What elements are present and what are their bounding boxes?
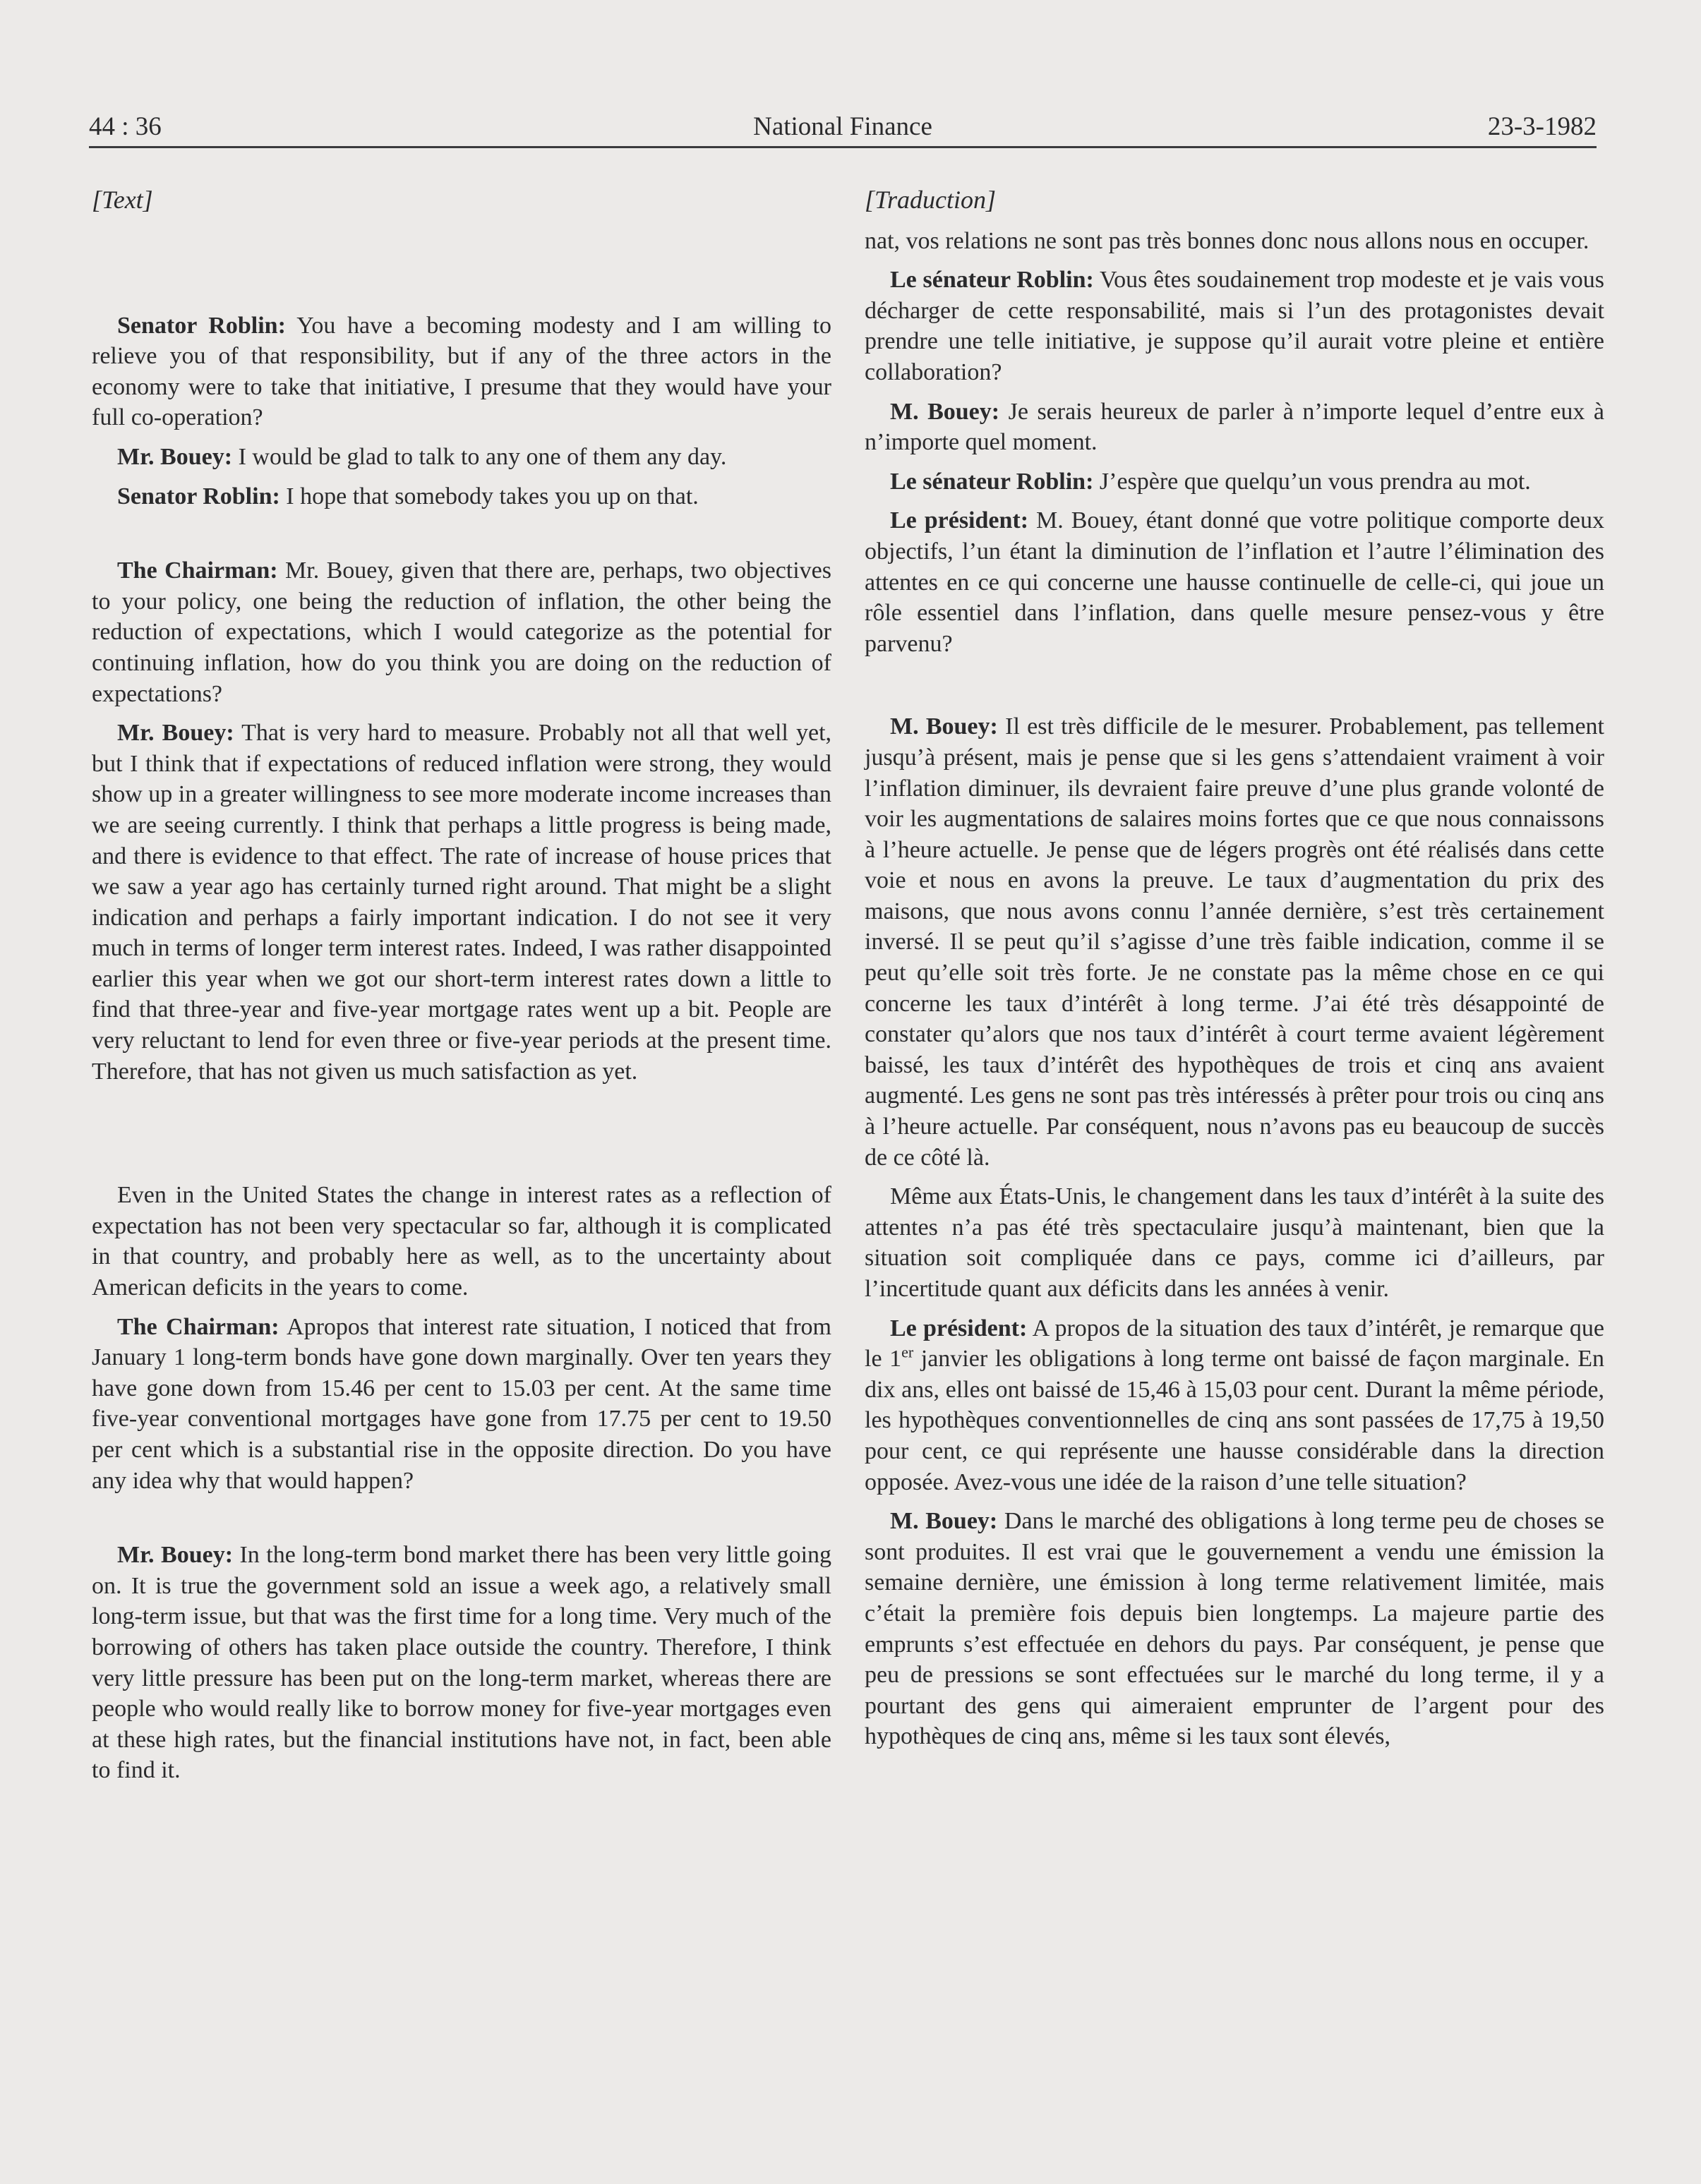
- speaker-name: The Chairman:: [117, 557, 278, 584]
- paragraph: [865, 397, 1604, 458]
- paragraph: [92, 442, 831, 473]
- spacer: [92, 1504, 831, 1540]
- english-label: [Text]: [92, 186, 153, 214]
- ordinal-superscript: er: [901, 1343, 914, 1361]
- speaker-name: Le président:: [890, 1315, 1028, 1341]
- speech-text: Même aux États-Unis, le changement dans les taux d’intérêt à la suite des attentes n’a pas été très spectaculaire jusqu’à maintenant, bien que la situation soit compliquée dans ce pays, comme ici d’ailleurs, par l’incertitude quant aux déficits dans les années à venir.: [865, 1183, 1604, 1302]
- speaker-name: The Chairman:: [117, 1313, 280, 1340]
- speech-text: A propos de la situation des taux d’intérêt, je remarque que le 1: [865, 1315, 1605, 1372]
- paragraph: [865, 1181, 1604, 1304]
- french-label: [Traduction]: [865, 186, 997, 214]
- publication-title: National Finance: [753, 112, 932, 141]
- paragraph: [865, 466, 1604, 497]
- paragraph: [865, 265, 1604, 387]
- spacer: [865, 668, 1604, 711]
- english-column: [92, 185, 831, 1794]
- speaker-name: M. Bouey:: [890, 398, 1000, 425]
- speech-text: Dans le marché des obligations à long terme peu de choses se sont produites. Il est vrai que le gouvernement a vendu une émission la semaine dernière, une émission à long terme relativement limitée, mais c’était la première fois depuis bien longtemps. La majeure partie des emprunts s’est effectuée en dehors du pays. Par conséquent, je pense que peu de pressions se sont effectuées sur le marché du long terme, il y a pourtant des gens qui aimeraient emprunter de l’argent pour des hypothèques de cinq ans, même si les taux sont élevés,: [865, 1508, 1605, 1750]
- speaker-name: Senator Roblin:: [117, 483, 280, 509]
- speaker-name: M. Bouey:: [890, 1508, 998, 1535]
- speech-text: Apropos that interest rate situation, I noticed that from January 1 long-term bonds have gone down marginally. Over ten years they have gone down from 15.46 per cent to 15.03 per cent. At the same time five-year conventional mortgages have gone from 17.75 per cent to 19.50 per cent which is a substantial rise in the opposite direction. Do you have any idea why that would happen?: [92, 1313, 831, 1494]
- speech-text: Even in the United States the change in interest rates as a reflection of expectation has not been very spectacular so far, although it is complicated in that country, and probably here as well, as to the uncertainty about American deficits in the years to come.: [92, 1182, 831, 1301]
- paragraph: [865, 1313, 1604, 1498]
- paragraph: [92, 1540, 831, 1786]
- paragraph: [92, 310, 831, 433]
- speaker-name: Le sénateur Roblin:: [890, 468, 1094, 495]
- speech-text: janvier les obligations à long terme ont baissé de façon marginale. En dix ans, elles ont baissé de 15,46 à 15,03 pour cent. Durant la même période, les hypothèques conventionnelles de cinq ans sont passées de 17,75 à 19,50 pour cent, ce qui représente une hausse considérable dans la direction opposée. Avez-vous une idée de la raison d’une telle situation?: [865, 1346, 1604, 1495]
- speech-text: I would be glad to talk to any one of them any day.: [232, 443, 727, 470]
- speaker-name: Mr. Bouey:: [117, 443, 233, 470]
- paragraph: [865, 226, 1604, 257]
- paragraph: [92, 1312, 831, 1497]
- paragraph: [865, 1506, 1604, 1752]
- paragraph: [865, 505, 1604, 659]
- speech-text: That is very hard to measure. Probably not all that well yet, but I think that if expectations of reduced inflation were strong, they would show up in a greater willingness to see more moderate income increases than we are seeing currently. I think that perhaps a little progress is being made, and there is evidence to that effect. The rate of increase of house prices that we saw a year ago has certainly turned right around. That might be a slight indication and perhaps a fairly important indication. I do not see it very much in terms of longer term interest rates. Indeed, I was rather disappointed earlier this year when we got our short-term interest rates down a little to find that three-year and five-year mortgage rates went up a bit. People are very reluctant to lend for even three or five-year periods at the present time. Therefore, that has not given us much satisfaction as yet.: [92, 720, 832, 1085]
- speech-text: Je serais heureux de parler à n’importe lequel d’entre eux à n’importe quel moment.: [865, 398, 1605, 456]
- speaker-name: Le sénateur Roblin:: [890, 267, 1094, 294]
- speaker-name: Mr. Bouey:: [117, 1542, 234, 1569]
- paragraph: [865, 711, 1604, 1173]
- speech-text: You have a becoming modesty and I am willing to relieve you of that responsibility, but if any of the three actors in the economy were to take that initiative, I presume that they would have your full co-operation?: [92, 312, 831, 431]
- speech-text: In the long-term bond market there has been very little going on. It is true the government sold an issue a week ago, a relatively small long-term issue, but that was the first time for a long time. Very much of the borrowing of others has taken place outside the country. Therefore, I think very little pressure has been put on the long-term market, whereas there are people who would really like to borrow money for five-year mortgages even at these high rates, but the financial institutions have not, in fact, been able to find it.: [92, 1542, 832, 1784]
- speech-text: I hope that somebody takes you up on that.: [280, 483, 699, 509]
- speaker-name: M. Bouey:: [890, 713, 998, 740]
- french-column: [865, 185, 1604, 1761]
- speech-text: Vous êtes soudainement trop modeste et je vais vous décharger de cette responsabilité, mais si l’un des protagonistes devait prendre une telle initiative, je suppose qu’il aurait votre pleine et entière collaboration?: [865, 267, 1605, 385]
- speech-text: Il est très difficile de le mesurer. Probablement, pas tellement jusqu’à présent, mais je pense que si les gens s’attendaient vraiment à voir l’inflation diminuer, ils devraient faire preuve d’une plus grande volonté de voir les augmentations de salaires moins fortes que ce que nous connaissons à l’heure actuelle. Je pense que de légers progrès ont été réalisés dans cette voie et nous en avons la preuve. Le taux d’augmentation du prix des maisons, que nous avons connu l’année dernière, s’est très certainement inversé. Il se peut qu’il s’agisse d’une très faible indication, comme il se peut qu’elle soit très forte. Je ne constate pas la même chose en ce qui concerne les taux d’intérêt à long terme. J’ai été très désappointé de constater qu’alors que nos taux d’intérêt à court terme avaient légèrement baissé, les taux d’intérêt des hypothèques de trois et cinq ans avaient augmenté. Les gens ne sont pas très intéressés à prêter pour trois ou cinq ans à l’heure actuelle. Par conséquent, nous n’avons pas eu beaucoup de succès de ce côté là.: [865, 713, 1604, 1171]
- speech-text: M. Bouey, étant donné que votre politique comporte deux objectifs, l’un étant la diminution de l’inflation et l’autre l’élimination des attentes en ce qui concerne une hausse continuelle de celle-ci, qui joue un rôle essentiel dans l’inflation, dans quelle mesure pensez-vous y être parvenu?: [865, 507, 1604, 657]
- speech-text: Mr. Bouey, given that there are, perhaps, two objectives to your policy, one being the reduction of inflation, the other being the reduction of expectations, which I would categorize as the potential for continuing inflation, how do you think you are doing on the reduction of expectations?: [92, 557, 832, 707]
- speech-text: nat, vos relations ne sont pas très bonnes donc nous allons nous en occuper.: [865, 227, 1589, 254]
- speaker-name: Le président:: [890, 507, 1029, 534]
- speaker-name: Senator Roblin:: [117, 312, 286, 339]
- page-date: 23-3-1982: [1487, 112, 1597, 141]
- spacer: [92, 1095, 831, 1180]
- spacer: [92, 520, 831, 555]
- page-header: [89, 107, 1597, 145]
- speaker-name: Mr. Bouey:: [117, 720, 234, 747]
- paragraph: [92, 1180, 831, 1303]
- speech-text: J’espère que quelqu’un vous prendra au mot.: [1093, 468, 1531, 495]
- header-rule: [89, 146, 1597, 148]
- spacer: [92, 226, 831, 310]
- paragraph: [92, 555, 831, 709]
- paragraph: [92, 718, 831, 1087]
- paragraph: [92, 481, 831, 512]
- page-reference: 44 : 36: [89, 112, 162, 141]
